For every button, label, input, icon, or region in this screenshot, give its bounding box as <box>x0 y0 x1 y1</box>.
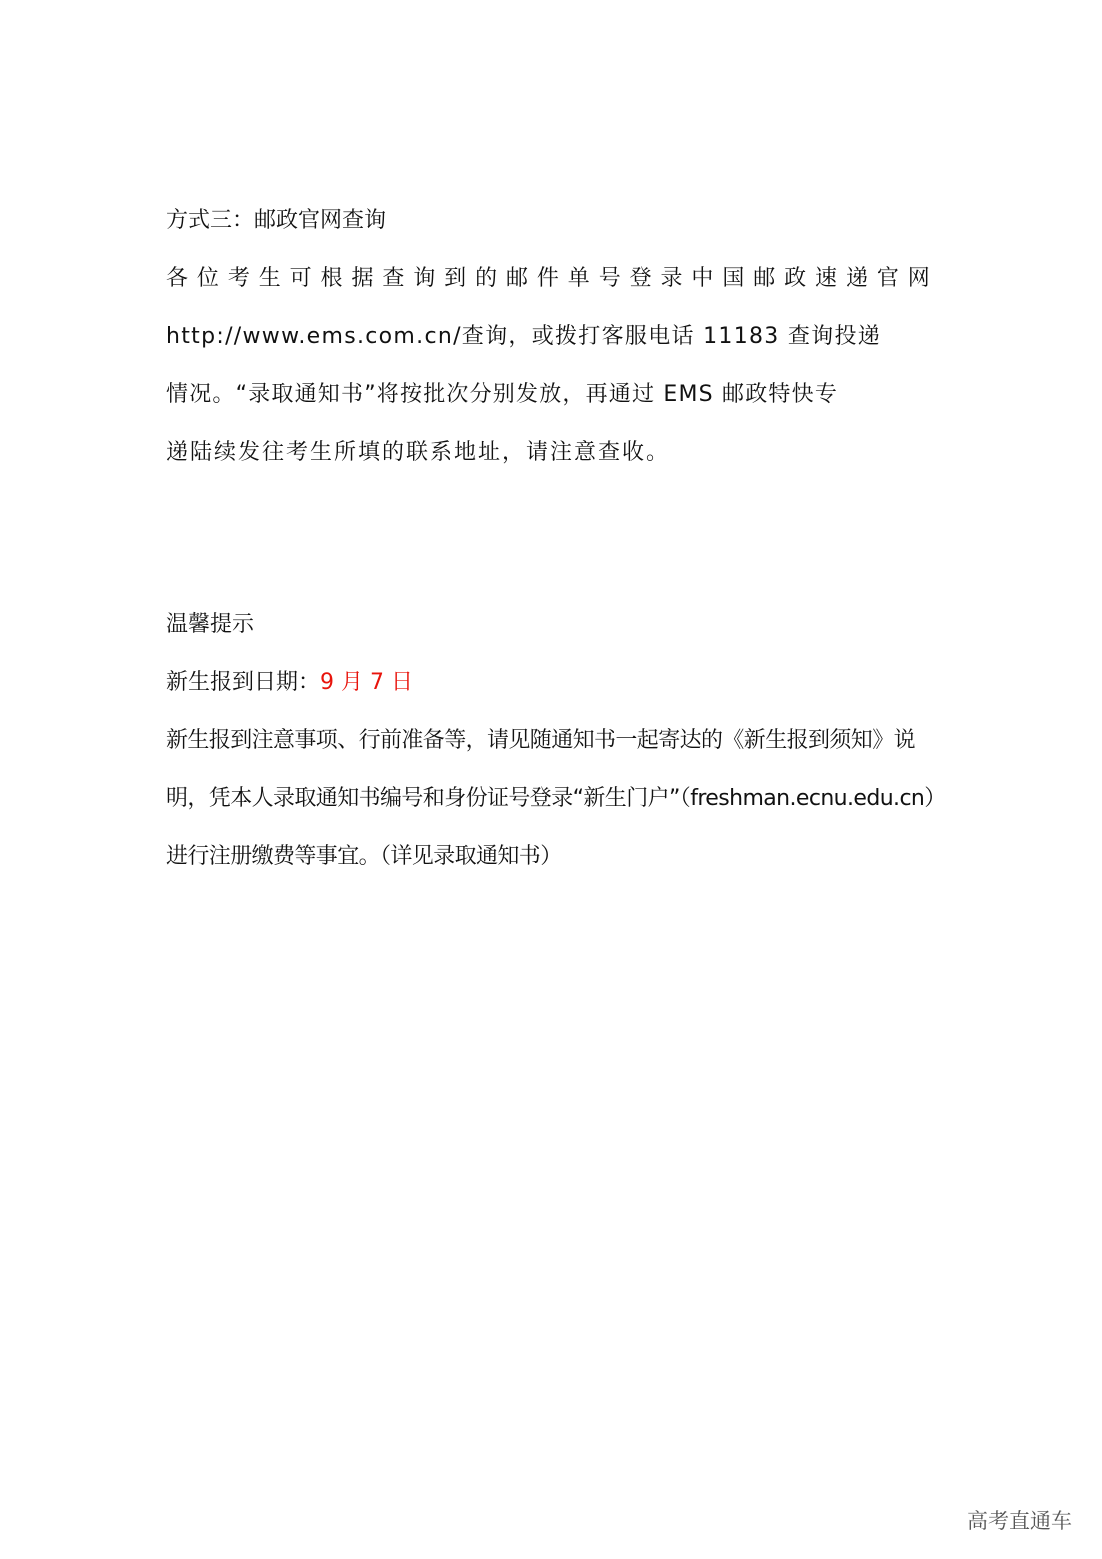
tips-line-2: 明，凭本人录取通知书编号和身份证号登录“新生门户”（freshman.ecnu.edu.cn） <box>166 786 946 811</box>
tips-heading: 温馨提示 <box>166 612 255 637</box>
glyph: 速 <box>815 266 840 291</box>
glyph: 邮 <box>753 266 778 291</box>
glyph: 根 <box>320 266 345 291</box>
glyph: 中 <box>691 266 716 291</box>
glyph: 登 <box>629 266 654 291</box>
glyph: 据 <box>351 266 376 291</box>
report-date-value: 9 月 7 日 <box>320 670 413 695</box>
report-date-line <box>166 668 413 698</box>
section3-heading: 方式三：邮政官网查询 <box>166 208 387 233</box>
tips-line-1: 新生报到注意事项、行前准备等，请见随通知书一起寄达的《新生报到须知》说 <box>166 728 916 753</box>
glyph: 位 <box>196 266 221 291</box>
glyph: 国 <box>722 266 747 291</box>
glyph: 政 <box>784 266 809 291</box>
glyph: 查 <box>382 266 407 291</box>
glyph: 各 <box>166 266 191 291</box>
glyph: 的 <box>475 266 500 291</box>
glyph: 号 <box>598 266 623 291</box>
report-date-label: 新生报到日期： <box>166 670 321 695</box>
glyph: 生 <box>258 266 283 291</box>
glyph: 官 <box>876 266 901 291</box>
glyph: 邮 <box>505 266 530 291</box>
section3-line-4: 递陆续发往考生所填的联系地址，请注意查收。 <box>166 440 671 465</box>
glyph: 网 <box>907 266 932 291</box>
glyph: 到 <box>444 266 469 291</box>
watermark-text: 高考直通车 <box>967 1509 1072 1533</box>
section3-line-2: http://www.ems.com.cn/查询，或拨打客服电话 11183 查询投递 <box>166 324 882 349</box>
glyph: 考 <box>227 266 252 291</box>
glyph: 递 <box>845 266 870 291</box>
glyph: 单 <box>567 266 592 291</box>
section3-line-1 <box>166 264 932 294</box>
glyph: 可 <box>289 266 314 291</box>
tips-line-3: 进行注册缴费等事宜。（详见录取通知书） <box>166 844 562 869</box>
glyph: 件 <box>536 266 561 291</box>
glyph: 询 <box>413 266 438 291</box>
glyph: 录 <box>660 266 685 291</box>
section3-line-3: 情况。“录取通知书”将按批次分别发放，再通过 EMS 邮政特快专 <box>166 382 839 407</box>
